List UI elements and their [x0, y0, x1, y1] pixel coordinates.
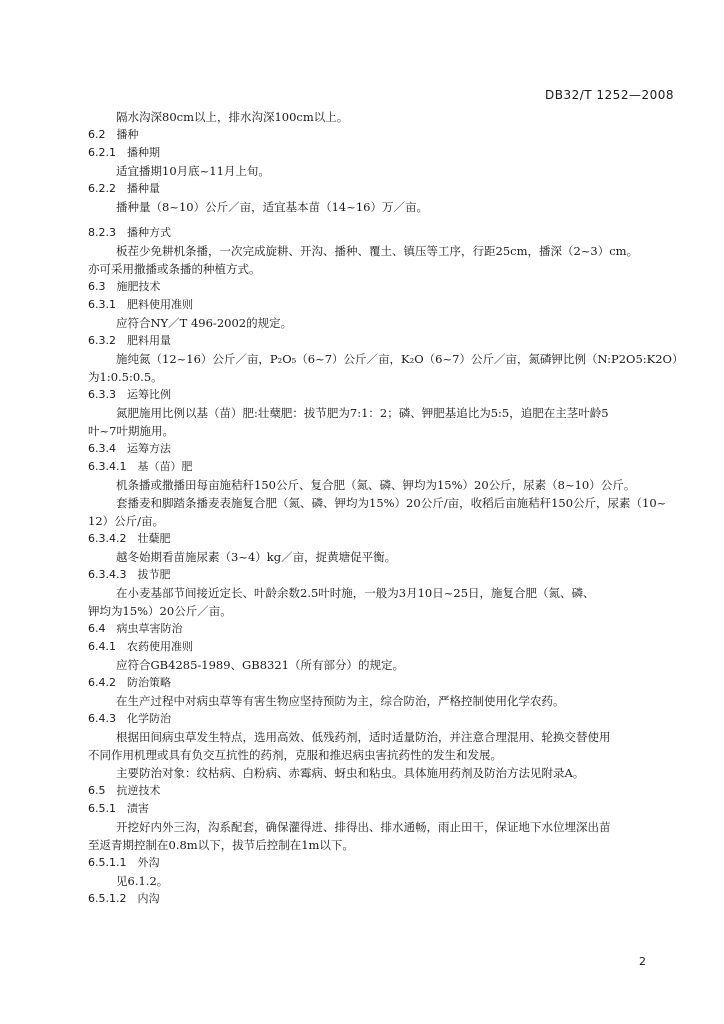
body-text-line: 套播麦和脚踏条播麦表施复合肥（氮、磷、钾均为15%）20公斤/亩，收稻后亩施秸秆150公斤，尿素（10~	[116, 496, 667, 510]
section-heading: 6.2.2 播种量	[88, 182, 160, 195]
body-text-line: 隔水沟深80cm以上，排水沟深100cm以上。	[116, 110, 349, 124]
section-heading: 6.4.1 农药使用准则	[88, 640, 193, 653]
body-text-line: 施纯氮（12~16）公斤／亩，P₂O₅（6~7）公斤／亩，K₂O（6~7）公斤／亩，氮磷钾比例（N:P2O5:K2O）	[116, 352, 684, 366]
section-heading: 6.3 施肥技术	[88, 280, 161, 293]
section-heading: 6.3.4.3 拔节肥	[88, 568, 171, 581]
section-heading: 6.3.4.1 基（苗）肥	[88, 460, 193, 473]
section-heading: 6.4.3 化学防治	[88, 712, 171, 725]
body-text-line: 越冬始期看苗施尿素（3~4）kg／亩，捉黄塘促平衡。	[116, 550, 397, 564]
section-heading: 6.3.4 运筹方法	[88, 442, 171, 455]
section-heading: 6.2 播种	[88, 128, 139, 141]
document-body	[88, 108, 684, 908]
section-heading: 6.2.1 播种期	[88, 146, 160, 159]
body-text-line: 播种量（8~10）公斤／亩，适宜基本苗（14~16）万／亩。	[116, 200, 428, 214]
section-heading: 8.2.3 播种方式	[88, 226, 171, 239]
body-text-line: 在生产过程中对病虫草等有害生物应坚持预防为主，综合防治，严格控制使用化学农药。	[116, 694, 565, 708]
page-number: 2	[639, 955, 646, 968]
body-text-line: 根据田间病虫草发生特点，选用高效、低残药剂，适时适量防治，并注意合理混用、轮换交替使用	[116, 730, 611, 744]
section-heading: 6.5 抗逆技术	[88, 784, 161, 797]
body-text-line: 板茬少免耕机条播，一次完成旋耕、开沟、播种、覆土、镇压等工序，行距25cm，播深（2~3）cm。	[116, 244, 639, 258]
section-heading: 6.4 病虫草害防治	[88, 622, 183, 635]
section-heading: 6.5.1.1 外沟	[88, 856, 160, 869]
body-text-line: 主要防治对象：纹枯病、白粉病、赤霉病、蚜虫和粘虫。具体施用药剂及防治方法见附录A。	[116, 766, 585, 780]
body-text-line: 至返青期控制在0.8m以下，拔节后控制在1m以下。	[88, 838, 354, 852]
section-heading: 6.5.1.2 内沟	[88, 892, 160, 905]
body-text-line: 12）公斤/亩。	[88, 514, 165, 528]
body-text-line: 叶~7叶期施用。	[88, 424, 174, 438]
body-text-line: 开挖好内外三沟，沟系配套，确保灌得进、排得出、排水通畅，雨止田干，保证地下水位埋深出苗	[116, 820, 611, 834]
body-text-line: 不同作用机理或具有负交互抗性的药剂，克服和推迟病虫害抗药性的发生和发展。	[88, 748, 502, 762]
body-text-line: 应符合NY／T 496-2002的规定。	[116, 316, 293, 330]
document-id: DB32/T 1252—2008	[544, 88, 674, 102]
body-text-line: 氮肥施用比例以基（苗）肥:壮蘖肥：拔节肥为7:1：2；磷、钾肥基追比为5:5，追肥在主茎叶龄5	[116, 406, 609, 420]
section-heading: 6.3.2 肥料用量	[88, 334, 171, 347]
body-text-line: 钾均为15%）20公斤／亩。	[88, 604, 232, 618]
body-text-line: 应符合GB4285-1989、GB8321（所有部分）的规定。	[116, 658, 404, 672]
section-heading: 6.3.4.2 壮蘖肥	[88, 532, 171, 545]
section-heading: 6.3.3 运筹比例	[88, 388, 171, 401]
body-text-line: 见6.1.2。	[116, 874, 169, 888]
body-text-line: 亦可采用撒播或条播的种植方式。	[88, 262, 261, 276]
section-heading: 6.3.1 肥料使用准则	[88, 298, 193, 311]
body-text-line: 在小麦基部节间接近定长、叶龄余数2.5叶时施，一般为3月10日~25日，施复合肥（氮、磷、	[116, 586, 595, 600]
body-text-line: 为1:0.5:0.5。	[88, 370, 163, 384]
body-text-line: 适宜播期10月底~11月上旬。	[116, 164, 270, 178]
section-heading: 6.4.2 防治策略	[88, 676, 171, 689]
section-heading: 6.5.1 渍害	[88, 802, 149, 815]
body-text-line: 机条播或撒播田每亩施秸秆150公斤、复合肥（氮、磷、钾均为15%）20公斤，尿素（8~10）公斤。	[116, 478, 636, 492]
